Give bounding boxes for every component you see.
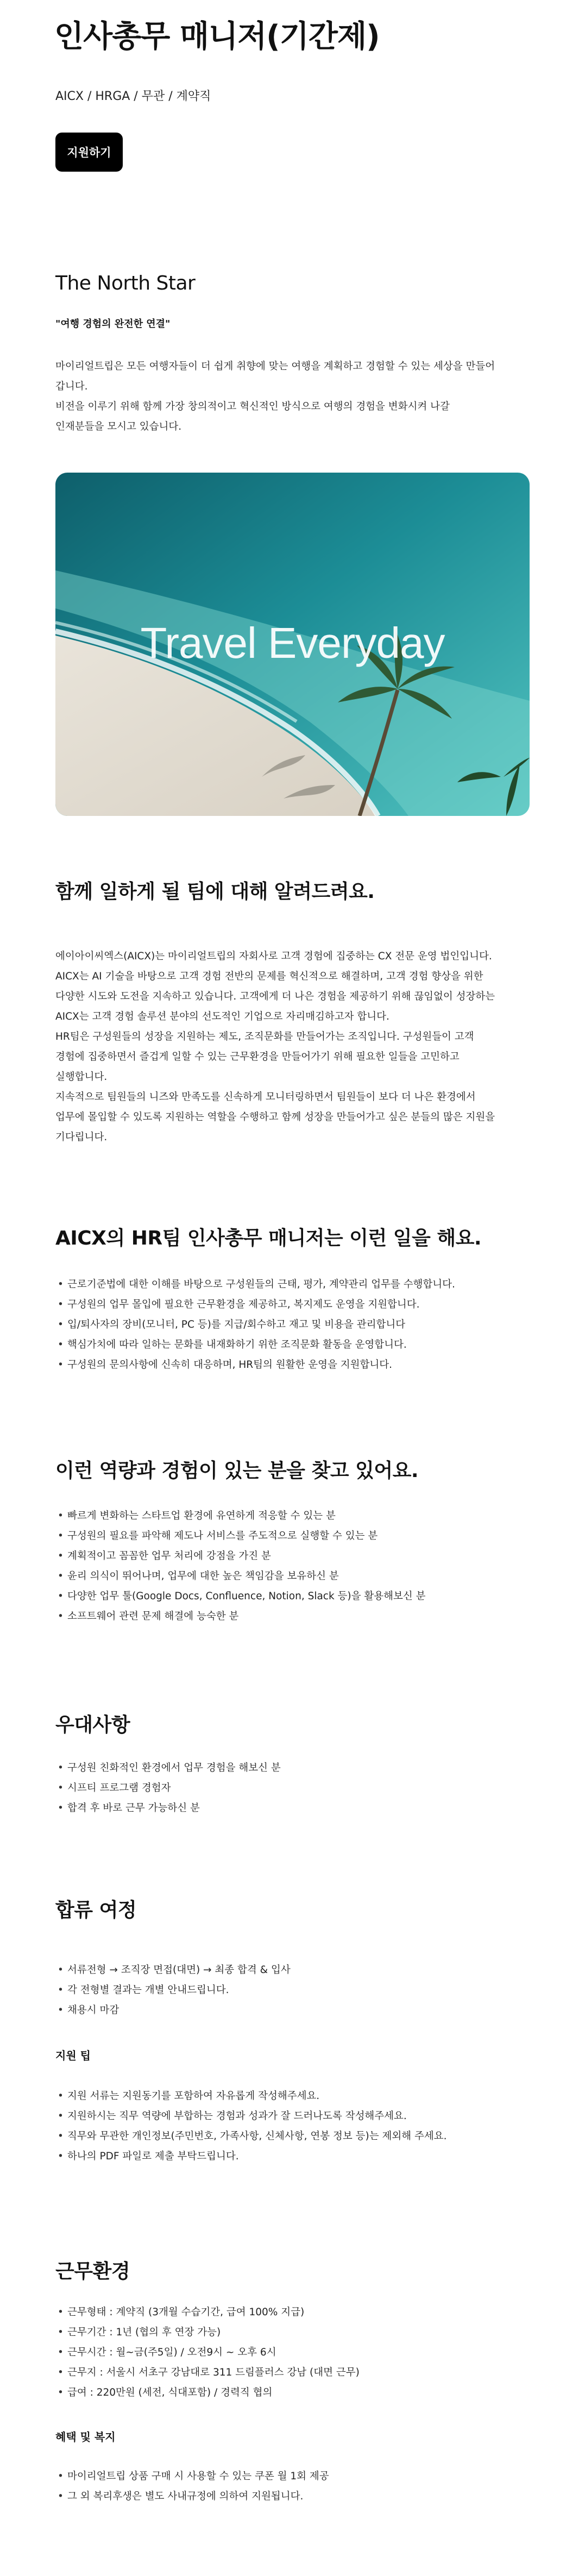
list-item: • 계획적이고 꼼꼼한 업무 처리에 강점을 가진 분: [55, 1546, 533, 1566]
list-item: • 채용시 마감: [55, 2000, 533, 2020]
north-star-description: [55, 356, 533, 437]
list-item: • 근무시간 : 월~금(주5일) / 오전9시 ~ 오후 6시: [55, 2342, 533, 2363]
tips-list: [55, 2086, 533, 2166]
list-item: • 소프트웨어 관련 문제 해결에 능숙한 분: [55, 1606, 533, 1626]
preferred-list: [55, 1758, 533, 1818]
list-item: • 빠르게 변화하는 스타트업 환경에 유연하게 적응할 수 있는 분: [55, 1506, 533, 1526]
north-star-subtitle: "여행 경험의 완전한 연결": [55, 318, 171, 330]
list-item: • 하나의 PDF 파일로 제출 부탁드립니다.: [55, 2146, 533, 2166]
team-line: 지속적으로 팀원들의 니즈와 만족도를 신속하게 모니터링하면서 팀원들이 보다 더 나은 환경에서: [55, 1091, 476, 1103]
benefits-title: 혜택 및 복지: [55, 2430, 116, 2443]
requirements-section-title: 이런 역량과 경험이 있는 분을 찾고 있어요.: [55, 1460, 419, 1482]
list-item: • 근로기준법에 대한 이해를 바탕으로 구성원들의 근태, 평가, 계약관리 업무를 수행합니다.: [55, 1274, 533, 1295]
list-item: • 입/퇴사자의 장비(모니터, PC 등)를 지급/회수하고 재고 및 비용을 관리합니다: [55, 1315, 533, 1335]
benefits-list: [55, 2466, 533, 2506]
hero-image: [55, 473, 530, 816]
team-line: 기다립니다.: [55, 1132, 108, 1143]
list-item: • 서류전형 → 조직장 면접(대면) → 최종 합격 & 입사: [55, 1960, 533, 1980]
list-item: • 구성원 친화적인 환경에서 업무 경험을 해보신 분: [55, 1758, 533, 1778]
job-title: 인사총무 매니저(기간제): [54, 19, 380, 54]
list-item: • 그 외 복리후생은 별도 사내규정에 의하여 지원됩니다.: [55, 2486, 533, 2506]
role-section-title: AICX의 HR팀 인사총무 매니저는 이런 일을 해요.: [55, 1227, 482, 1249]
apply-button[interactable]: 지원하기: [55, 133, 123, 172]
requirements-list: [55, 1506, 533, 1626]
environment-section-title: 근무환경: [55, 2260, 130, 2283]
list-item: • 다양한 업무 툴(Google Docs, Confluence, Notion, Slack 등)을 활용해보신 분: [55, 1586, 533, 1606]
team-line: AICX는 AI 기술을 바탕으로 고객 경험 전반의 문제를 혁신적으로 해결하며, 고객 경험 향상을 위한: [55, 971, 483, 982]
list-item: • 마이리얼트립 상품 구매 시 사용할 수 있는 쿠폰 월 1회 제공: [55, 2466, 533, 2486]
list-item: • 시프티 프로그램 경험자: [55, 1778, 533, 1798]
list-item: • 합격 후 바로 근무 가능하신 분: [55, 1798, 533, 1818]
list-item: • 근무기간 : 1년 (협의 후 연장 가능): [55, 2322, 533, 2342]
process-list: [55, 1960, 533, 2020]
list-item: • 근무지 : 서울시 서초구 강남대로 311 드림플러스 강남 (대면 근무): [55, 2363, 533, 2383]
list-item: • 핵심가치에 따라 일하는 문화를 내재화하기 위한 조직문화 활동을 운영합니다.: [55, 1335, 533, 1355]
north-star-line: 마이리얼트립은 모든 여행자들이 더 쉽게 취향에 맞는 여행을 계획하고 경험할 수 있는 세상을 만들어: [55, 361, 495, 372]
list-item: • 직무와 무관한 개인정보(주민번호, 가족사항, 신체사항, 연봉 정보 등)는 제외해 주세요.: [55, 2126, 533, 2146]
list-item: • 지원하시는 직무 역량에 부합하는 경험과 성과가 잘 드러나도록 작성해주세요.: [55, 2106, 533, 2126]
list-item: • 구성원의 업무 몰입에 필요한 근무환경을 제공하고, 복지제도 운영을 지원합니다.: [55, 1295, 533, 1315]
team-line: HR팀은 구성원들의 성장을 지원하는 제도, 조직문화를 만들어가는 조직입니다. 구성원들이 고객: [55, 1031, 474, 1042]
tips-title: 지원 팁: [55, 2049, 91, 2062]
list-item: • 각 전형별 결과는 개별 안내드립니다.: [55, 1980, 533, 2000]
north-star-title: The North Star: [55, 272, 196, 294]
preferred-section-title: 우대사항: [55, 1714, 130, 1736]
team-line: 다양한 시도와 도전을 지속하고 있습니다. 고객에게 더 나은 경험을 제공하기 위해 끊임없이 성장하는: [55, 991, 495, 1002]
team-line: 에이아이씨엑스(AICX)는 마이리얼트립의 자회사로 고객 경험에 집중하는 CX 전문 운영 법인입니다.: [55, 951, 492, 962]
team-section-title: 함께 일하게 될 팀에 대해 알려드려요.: [55, 881, 375, 903]
team-line: 경험에 집중하면서 즐겁게 일할 수 있는 근무환경을 만들어가기 위해 필요한 일들을 고민하고: [55, 1051, 460, 1063]
list-item: • 근무형태 : 계약직 (3개월 수습기간, 급여 100% 지급): [55, 2302, 533, 2322]
team-line: 실행합니다.: [55, 1071, 108, 1083]
list-item: • 급여 : 220만원 (세전, 식대포함) / 경력직 협의: [55, 2383, 533, 2403]
north-star-line: 인재분들을 모시고 있습니다.: [55, 421, 182, 432]
team-line: 업무에 몰입할 수 있도록 지원하는 역할을 수행하고 함께 성장을 만들어가고 싶은 분들의 많은 지원을: [55, 1111, 495, 1123]
hero-text: Travel Everyday: [140, 619, 445, 667]
list-item: • 지원 서류는 지원동기를 포함하여 자유롭게 작성해주세요.: [55, 2086, 533, 2106]
role-list: [55, 1274, 533, 1375]
team-description: [55, 946, 533, 1147]
environment-list: [55, 2302, 533, 2403]
north-star-line: 비전을 이루기 위해 함께 가장 창의적이고 혁신적인 방식으로 여행의 경험을 변화시켜 나갈: [55, 401, 450, 412]
list-item: • 구성원의 문의사항에 신속히 대응하며, HR팀의 원활한 운영을 지원합니다.: [55, 1355, 533, 1375]
team-line: AICX는 고객 경험 솔루션 분야의 선도적인 기업으로 자리매김하고자 합니다.: [55, 1011, 389, 1022]
list-item: • 윤리 의식이 뛰어나며, 업무에 대한 높은 책임감을 보유하신 분: [55, 1566, 533, 1586]
north-star-line: 갑니다.: [55, 381, 88, 392]
process-section-title: 합류 여정: [55, 1899, 137, 1921]
job-meta: AICX / HRGA / 무관 / 계약직: [55, 90, 211, 103]
list-item: • 구성원의 필요를 파악해 제도나 서비스를 주도적으로 실행할 수 있는 분: [55, 1526, 533, 1546]
